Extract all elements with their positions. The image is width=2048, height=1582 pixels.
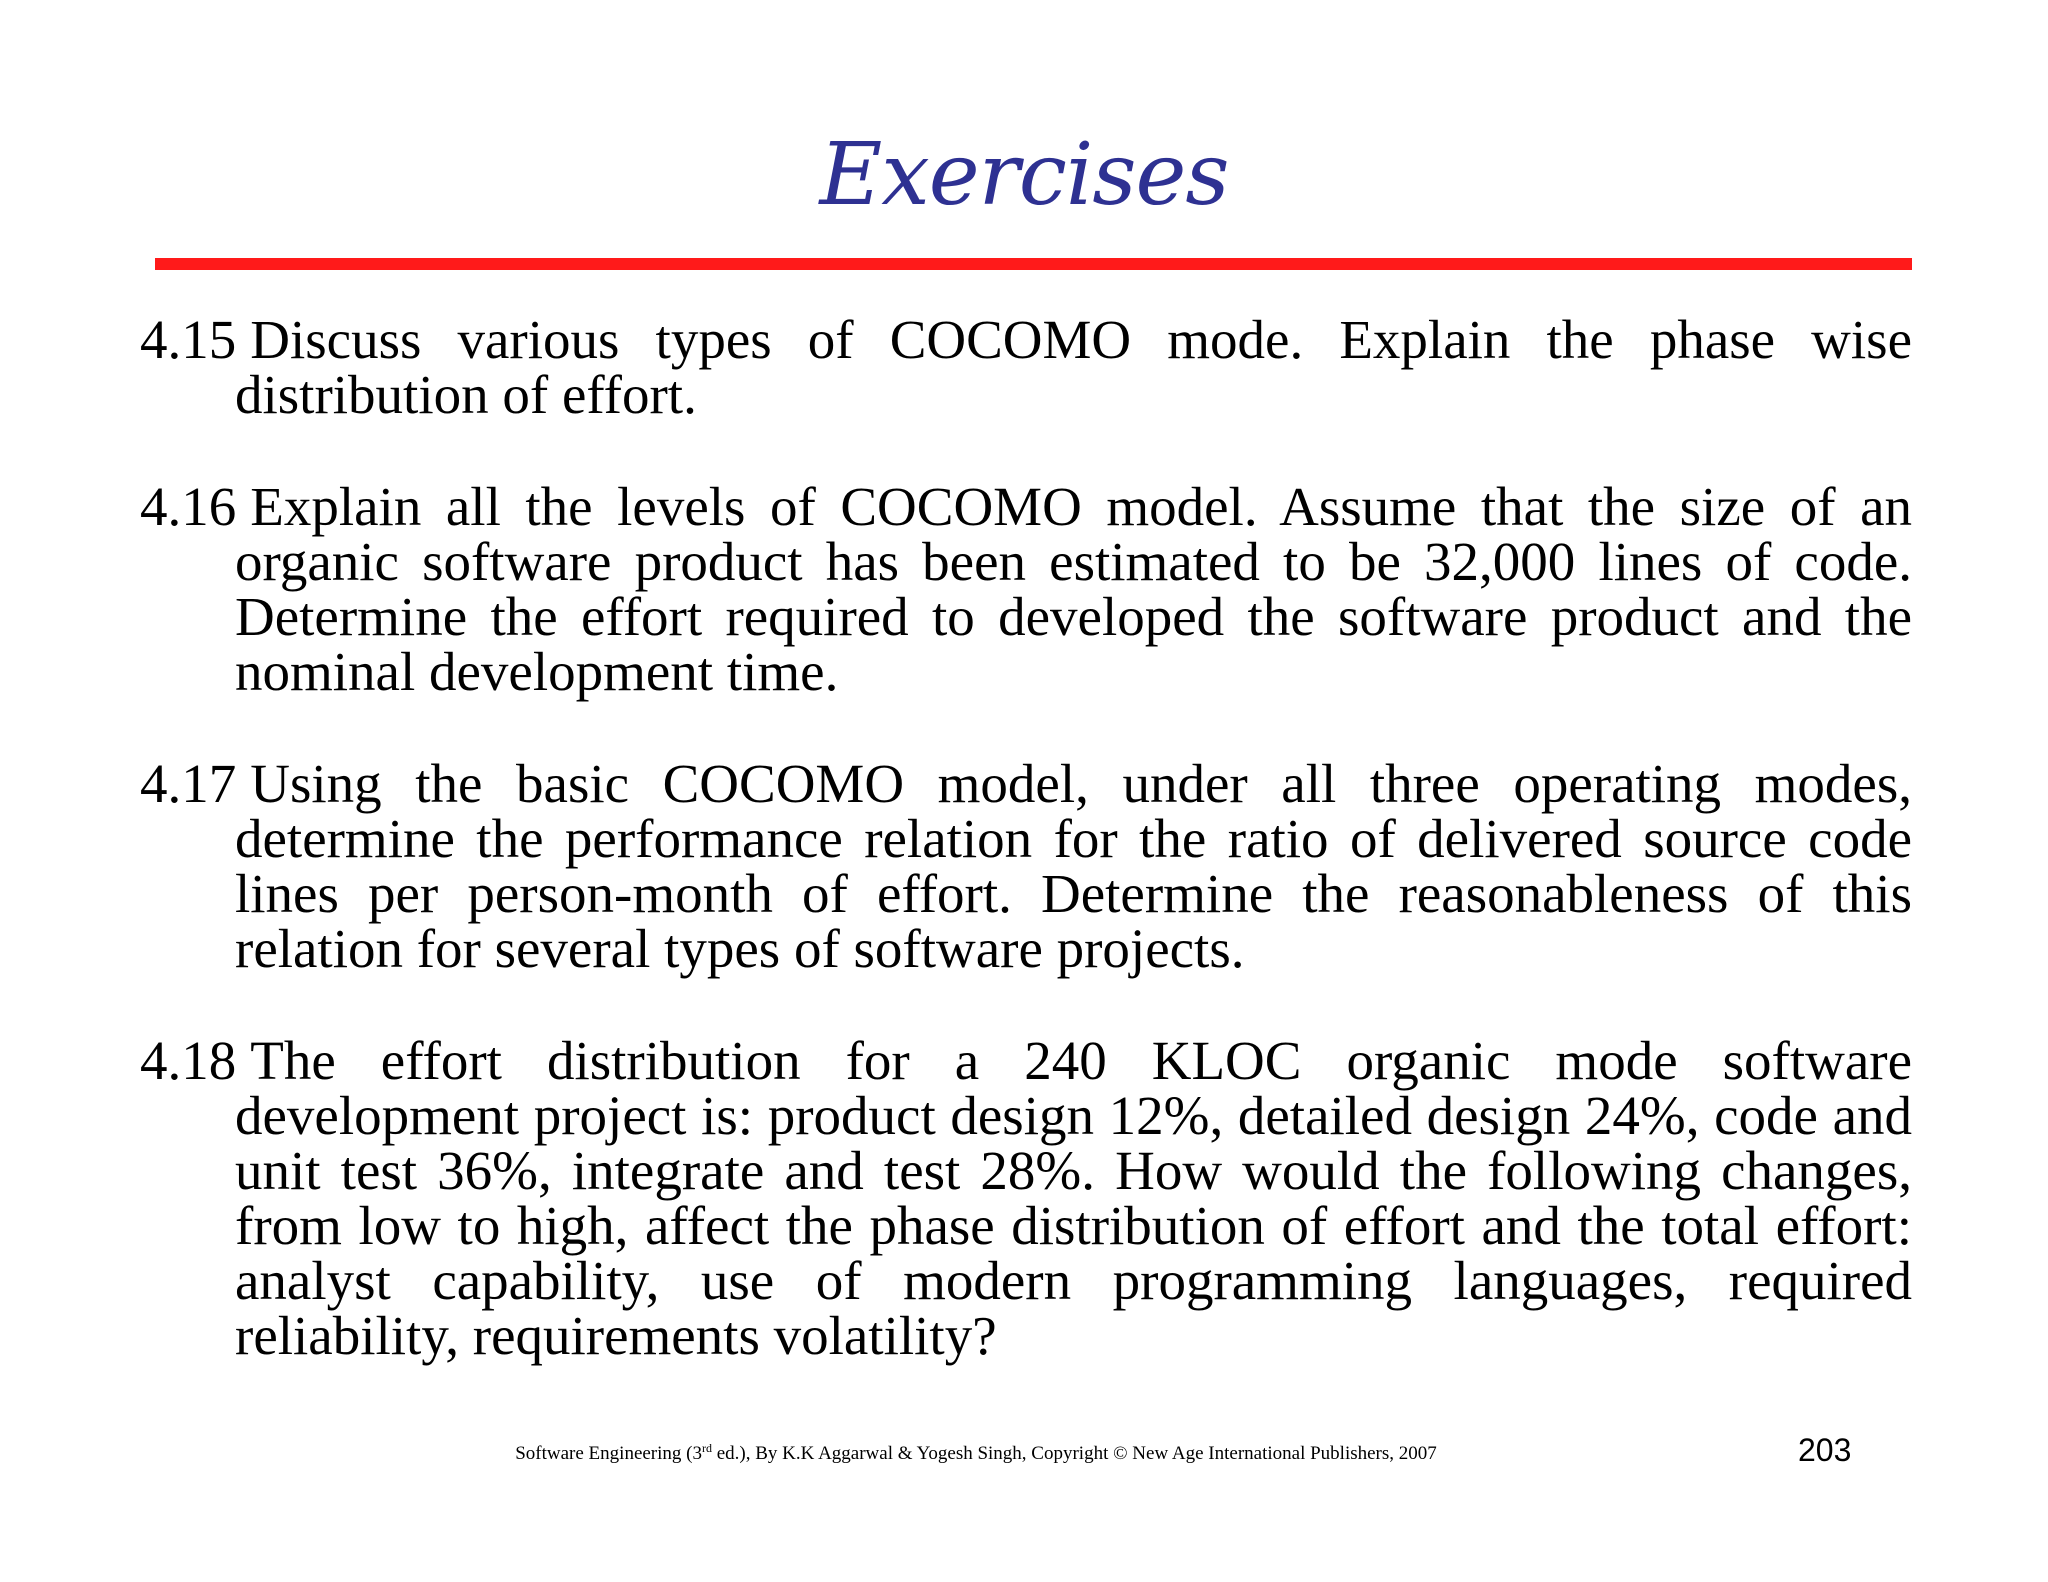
exercise-item — [140, 476, 1912, 702]
footer-credit — [0, 1442, 1952, 1466]
title-divider — [155, 258, 1912, 270]
credit-superscript: rd — [702, 1441, 712, 1455]
exercise-number: 4.17 — [140, 753, 237, 814]
page-number: 203 — [1798, 1432, 1852, 1468]
exercise-item — [140, 1030, 1912, 1366]
exercise-item — [140, 309, 1912, 425]
exercise-number: 4.15 — [140, 309, 237, 370]
exercise-item — [140, 753, 1912, 979]
exercise-number: 4.18 — [140, 1030, 237, 1091]
page-title: Exercises — [819, 125, 1229, 225]
credit-text-end: ed.), By K.K Aggarwal & Yogesh Singh, Copyright © New Age International Publishers, 2007 — [712, 1443, 1437, 1464]
exercise-text: The effort distribution for a 240 KLOC organic mode software development project is: product design 12%, detailed design 24%, code and unit test 36%, integrate and test 28%. How would the following changes, from low to high, affect the phase distribution of effort and the total effort: analyst capability, use of modern programming languages, required reliability, requirements volatility? — [235, 1030, 1912, 1366]
exercise-list — [140, 309, 1912, 1366]
exercise-number: 4.16 — [140, 476, 237, 537]
exercise-text: Explain all the levels of COCOMO model. Assume that the size of an organic software product has been estimated to be 32,000 lines of code. Determine the effort required to developed the software product and the nominal development time. — [235, 476, 1912, 702]
credit-text-start: Software Engineering (3 — [515, 1443, 702, 1464]
exercise-text: Discuss various types of COCOMO mode. Explain the phase wise distribution of effort. — [235, 309, 1912, 425]
exercise-text: Using the basic COCOMO model, under all three operating modes, determine the performance relation for the ratio of delivered source code lines per person-month of effort. Determine the reasonableness of this relation for several types of software projects. — [235, 753, 1912, 979]
